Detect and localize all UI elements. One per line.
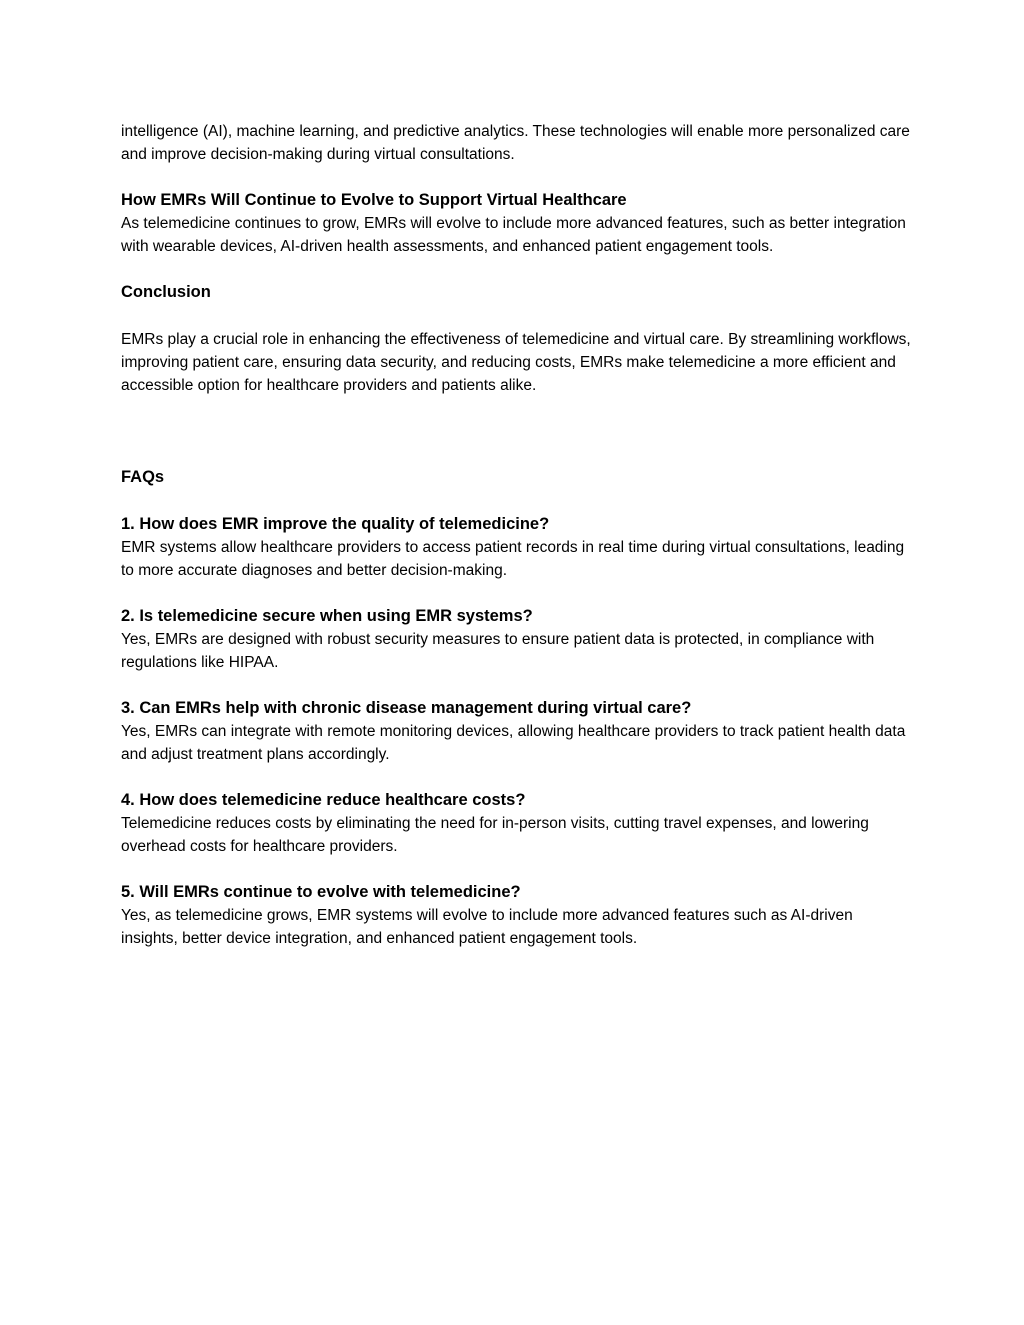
faq-answer: Yes, EMRs can integrate with remote monitoring devices, allowing healthcare providers to track patient health data and adjust treatment plans accordingly. <box>121 723 906 763</box>
faqs-heading: FAQs <box>121 468 165 486</box>
conclusion-section <box>121 281 911 397</box>
faq-item <box>121 789 911 858</box>
faq-answer: Yes, as telemedicine grows, EMR systems will evolve to include more advanced features such as AI-driven insights, better device integration, and enhanced patient engagement tools. <box>121 907 853 947</box>
faq-item <box>121 697 911 766</box>
faqs-section <box>121 466 911 950</box>
faq-question: 5. Will EMRs continue to evolve with telemedicine? <box>121 883 521 901</box>
conclusion-paragraph: EMRs play a crucial role in enhancing the effectiveness of telemedicine and virtual care. By streamlining workflows, improving patient care, ensuring data security, and reducing costs, EMRs make telemedicine a more efficient and accessible option for healthcare providers and patients alike. <box>121 331 911 394</box>
faq-item <box>121 513 911 582</box>
section-spacer-2 <box>121 443 911 466</box>
faq-question: 4. How does telemedicine reduce healthcare costs? <box>121 791 526 809</box>
intro-paragraph: intelligence (AI), machine learning, and predictive analytics. These technologies will enable more personalized care and improve decision-making during virtual consultations. <box>121 123 910 163</box>
document-page <box>121 120 911 973</box>
faq-question: 3. Can EMRs help with chronic disease management during virtual care? <box>121 699 692 717</box>
faq-question: 1. How does EMR improve the quality of telemedicine? <box>121 515 550 533</box>
section-spacer <box>121 397 911 443</box>
evolve-paragraph: As telemedicine continues to grow, EMRs will evolve to include more advanced features, such as better integration with wearable devices, AI-driven health assessments, and enhanced patient engagement tools. <box>121 215 906 255</box>
evolve-heading: How EMRs Will Continue to Evolve to Support Virtual Healthcare <box>121 191 627 209</box>
faq-item <box>121 881 911 950</box>
conclusion-heading: Conclusion <box>121 283 211 301</box>
faq-answer: Telemedicine reduces costs by eliminating the need for in-person visits, cutting travel expenses, and lowering overhead costs for healthcare providers. <box>121 815 869 855</box>
faq-answer: Yes, EMRs are designed with robust security measures to ensure patient data is protected, in compliance with regulations like HIPAA. <box>121 631 875 671</box>
faq-question: 2. Is telemedicine secure when using EMR systems? <box>121 607 533 625</box>
faq-item <box>121 605 911 674</box>
faq-answer: EMR systems allow healthcare providers to access patient records in real time during virtual consultations, leading to more accurate diagnoses and better decision-making. <box>121 539 905 579</box>
evolve-section <box>121 189 911 258</box>
